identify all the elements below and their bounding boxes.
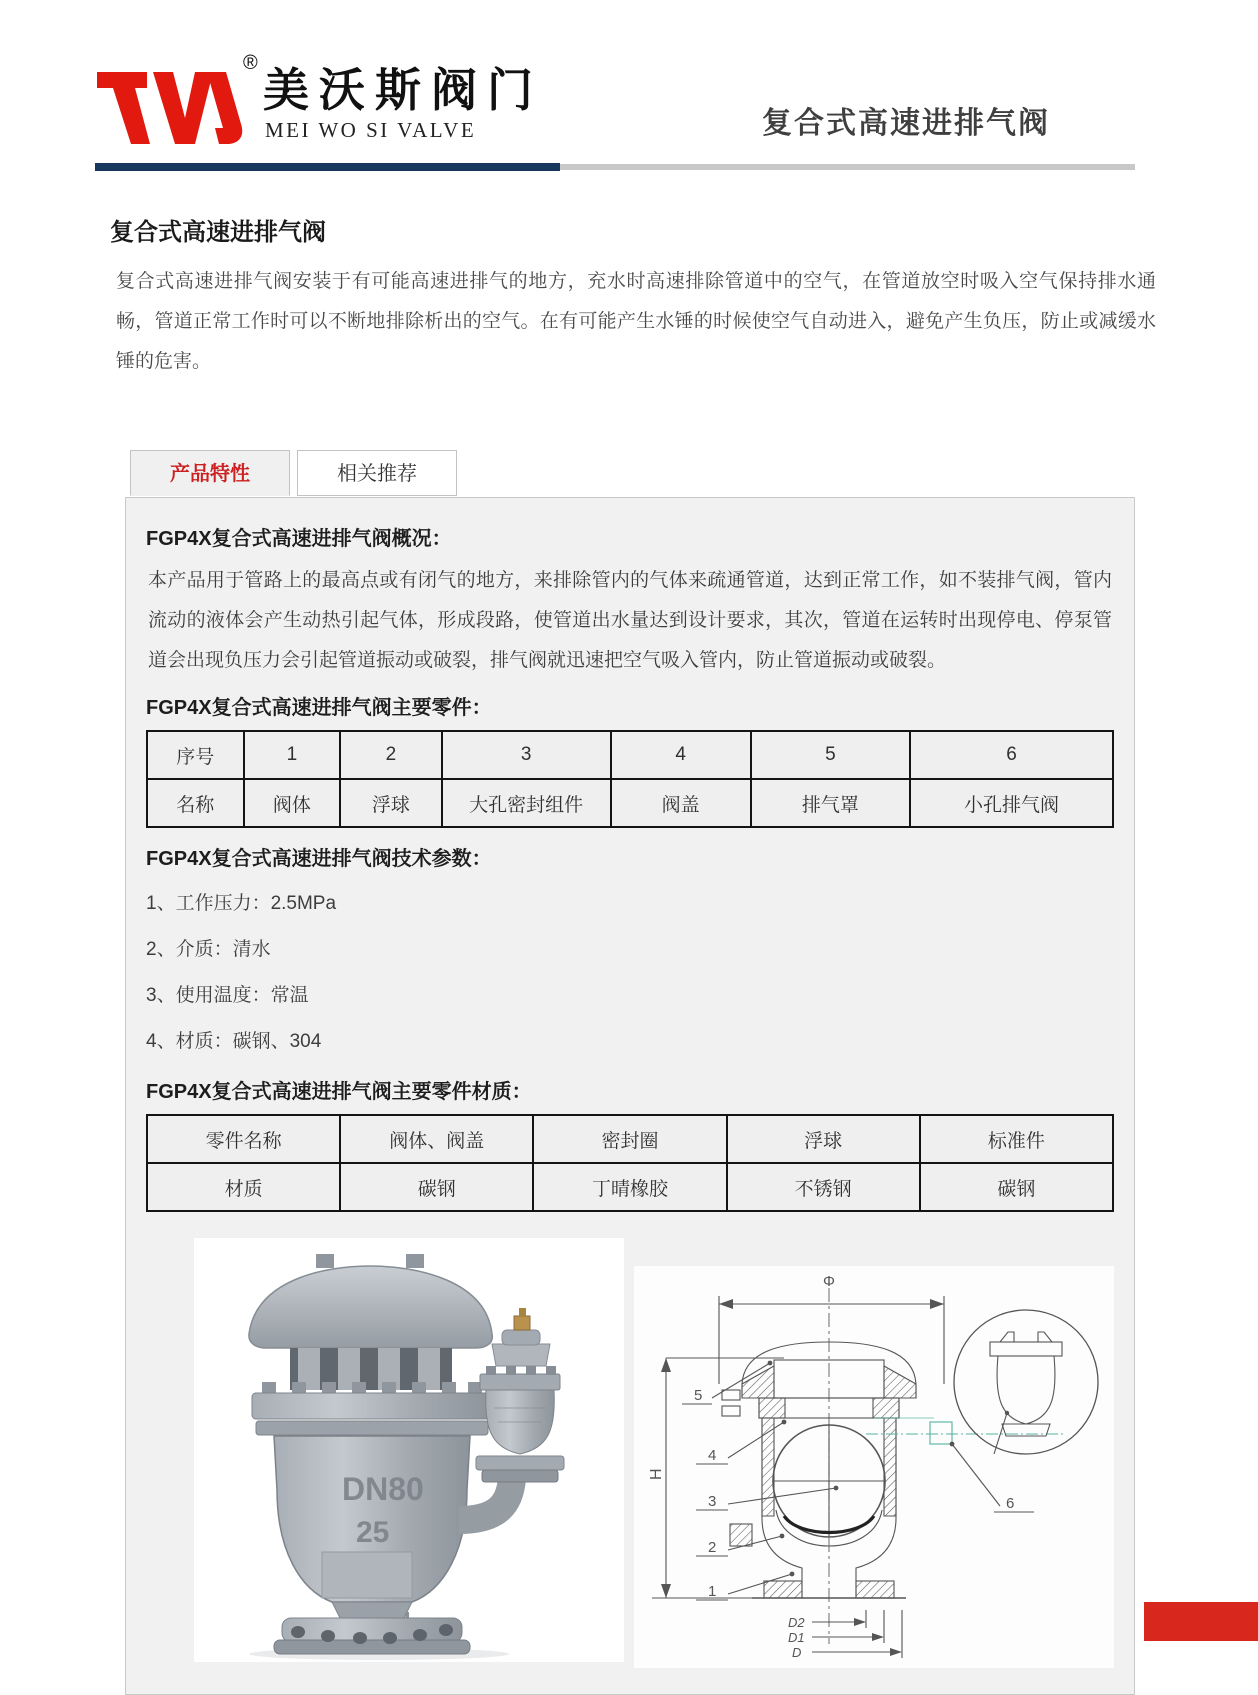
table-cell: 6 bbox=[910, 731, 1113, 779]
table-row bbox=[147, 779, 1113, 827]
callout-1: 1 bbox=[708, 1583, 717, 1600]
table-cell: 阀体 bbox=[244, 779, 341, 827]
params-heading: FGP4X复合式高速进排气阀技术参数： bbox=[146, 848, 492, 870]
callout-5: 5 bbox=[694, 1387, 703, 1404]
table-cell: 4 bbox=[611, 731, 751, 779]
tab-related-recommend[interactable]: 相关推荐 bbox=[297, 450, 457, 496]
table-cell: 零件名称 bbox=[147, 1115, 340, 1163]
table-cell: 阀体、阀盖 bbox=[340, 1115, 533, 1163]
table-cell: 3 bbox=[442, 731, 611, 779]
table-cell: 阀盖 bbox=[611, 779, 751, 827]
figures-row bbox=[146, 1238, 1114, 1668]
cast-marking-pn: 25 bbox=[356, 1516, 390, 1549]
table-cell: 浮球 bbox=[727, 1115, 920, 1163]
callout-4: 4 bbox=[708, 1447, 717, 1464]
dim-d1-label: D1 bbox=[788, 1630, 805, 1645]
table-cell: 丁晴橡胶 bbox=[533, 1163, 726, 1211]
brand-name-en: MEI WO SI VALVE bbox=[265, 118, 477, 142]
table-cell: 名称 bbox=[147, 779, 244, 827]
callout-3: 3 bbox=[708, 1493, 717, 1510]
footer-accent-bar bbox=[1144, 1602, 1258, 1641]
table-cell: 小孔排气阀 bbox=[910, 779, 1113, 827]
table-cell: 大孔密封组件 bbox=[442, 779, 611, 827]
table-cell: 标准件 bbox=[920, 1115, 1113, 1163]
technical-drawing bbox=[634, 1266, 1114, 1668]
registered-mark: ® bbox=[243, 52, 258, 74]
param-item: 4、材质：碳钢、304 bbox=[146, 1031, 322, 1052]
param-item: 2、介质：清水 bbox=[146, 939, 271, 960]
table-row bbox=[147, 1163, 1113, 1211]
dim-d-label: D bbox=[792, 1645, 802, 1660]
materials-table bbox=[146, 1114, 1114, 1212]
header-divider-gray bbox=[560, 164, 1135, 170]
table-row bbox=[147, 731, 1113, 779]
valve-base-flange bbox=[274, 1602, 470, 1654]
overview-heading: FGP4X复合式高速进排气阀概况： bbox=[146, 528, 452, 550]
product-photo bbox=[194, 1238, 624, 1662]
page-title: 复合式高速进排气阀 bbox=[762, 107, 1050, 140]
intro-paragraph: 复合式高速进排气阀安装于有可能高速进排气的地方，充水时高速排除管道中的空气，在管道放空时吸入空气保持排水通畅，管道正常工作时可以不断地排除析出的空气。在有可能产生水锤的时候使空气自动进入，避免产生负压，防止或减缓水锤的危害。 bbox=[116, 271, 1156, 372]
table-cell: 2 bbox=[340, 731, 441, 779]
tab-product-features[interactable]: 产品特性 bbox=[130, 450, 290, 496]
parts-table bbox=[146, 730, 1114, 828]
param-item: 3、使用温度：常温 bbox=[146, 985, 309, 1006]
dim-h-label: H bbox=[648, 1468, 665, 1480]
dim-phi-label: Φ bbox=[823, 1273, 835, 1290]
table-cell: 碳钢 bbox=[920, 1163, 1113, 1211]
callout-6: 6 bbox=[1006, 1495, 1015, 1512]
table-cell: 碳钢 bbox=[340, 1163, 533, 1211]
table-cell: 1 bbox=[244, 731, 341, 779]
brand-name-cn: 美沃斯阀门 bbox=[263, 63, 543, 117]
table-cell: 浮球 bbox=[340, 779, 441, 827]
header-divider-blue bbox=[95, 163, 560, 171]
table-cell: 材质 bbox=[147, 1163, 340, 1211]
parts-heading: FGP4X复合式高速进排气阀主要零件： bbox=[146, 697, 492, 719]
header-divider bbox=[95, 163, 1135, 171]
table-cell: 排气罩 bbox=[751, 779, 910, 827]
param-item: 1、工作压力：2.5MPa bbox=[146, 893, 337, 914]
table-row bbox=[147, 1115, 1113, 1163]
logo-w-icon bbox=[95, 60, 255, 156]
company-logo bbox=[95, 52, 543, 164]
overview-text: 本产品用于管路上的最高点或有闭气的地方，来排除管内的气体来疏通管道，达到正常工作，如不装排气阀，管内流动的液体会产生动热引起气体，形成段路，使管道出水量达到设计要求，其次，管道在运转时出现停电、停泵管道会出现负压力会引起管道振动或破裂，排气阀就迅速把空气吸入管内，防止管道振动或破裂。 bbox=[148, 570, 1112, 671]
product-features-panel bbox=[125, 497, 1135, 1695]
table-cell: 5 bbox=[751, 731, 910, 779]
materials-heading: FGP4X复合式高速进排气阀主要零件材质： bbox=[146, 1081, 532, 1103]
callout-2: 2 bbox=[708, 1539, 717, 1556]
table-cell: 密封圈 bbox=[533, 1115, 726, 1163]
dim-d2-label: D2 bbox=[788, 1615, 805, 1630]
table-cell: 序号 bbox=[147, 731, 244, 779]
cast-marking-dn: DN80 bbox=[342, 1471, 424, 1507]
valve-cap bbox=[249, 1254, 492, 1390]
section-title: 复合式高速进排气阀 bbox=[110, 219, 326, 246]
table-cell: 不锈钢 bbox=[727, 1163, 920, 1211]
